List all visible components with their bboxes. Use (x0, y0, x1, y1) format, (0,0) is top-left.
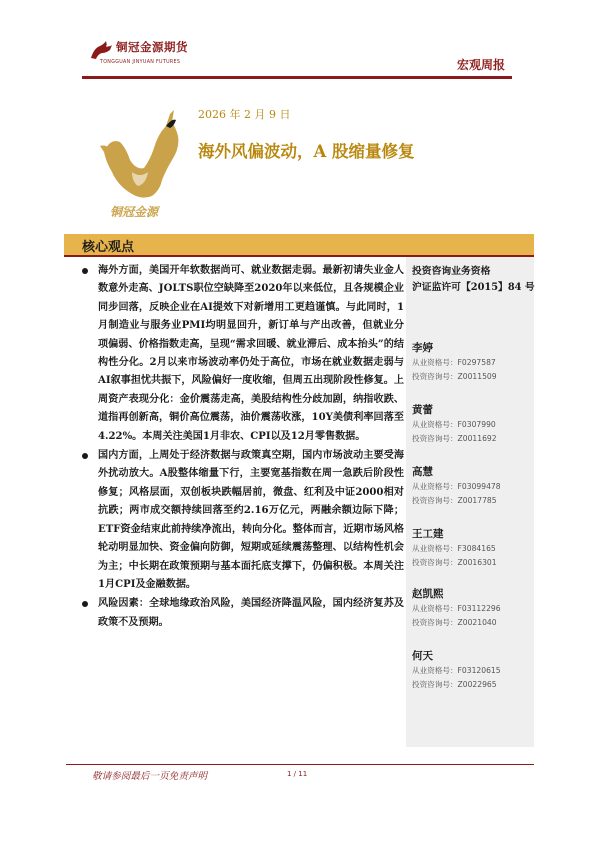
section-banner (64, 234, 534, 255)
header-divider (82, 76, 512, 79)
bullet-dot-icon (82, 601, 88, 607)
practice-license: 从业资格号：F0307990 (412, 420, 496, 429)
page-number: 1 / 11 (287, 770, 308, 778)
brand-name-cn: 铜冠金源期货 (116, 40, 188, 54)
report-date: 2026 年 2 月 9 日 (198, 108, 291, 121)
advisory-license: 投资咨询号：Z0011692 (412, 433, 497, 443)
analyst-name: 李婷 (412, 342, 433, 354)
bullet-overseas (76, 262, 404, 446)
analyst-card (412, 340, 532, 383)
analyst-card (412, 586, 532, 629)
disclaimer-note: 敬请参阅最后一页免责声明 (92, 771, 208, 782)
core-views-body (76, 262, 404, 633)
advisory-license: 投资咨询号：Z0017785 (412, 495, 497, 505)
report-title: 海外风偏波动，A 股缩量修复 (198, 142, 415, 161)
practice-license: 从业资格号：F03120615 (412, 666, 501, 675)
report-type-label: 宏观周报 (456, 58, 505, 72)
bullet-domestic (76, 447, 404, 594)
qualification-line: 投资咨询业务资格 (412, 266, 491, 277)
license-line: 沪证监许可【2015】84 号 (412, 282, 535, 293)
bullet-text: 风险因素：全球地缘政治风险，美国经济降温风险，国内经济复苏及政策不及预期。 (98, 598, 404, 628)
analyst-card (412, 402, 532, 445)
advisory-license: 投资咨询号：Z0011509 (412, 371, 497, 381)
analyst-name: 王工建 (412, 528, 444, 540)
bullet-dot-icon (82, 453, 88, 459)
company-logo-icon (88, 40, 114, 62)
advisory-license: 投资咨询号：Z0016301 (412, 557, 497, 567)
section-title: 核心观点 (82, 240, 135, 255)
practice-license: 从业资格号：F03112296 (412, 604, 501, 613)
analyst-name: 赵凯熙 (412, 588, 444, 600)
practice-license: 从业资格号：F03099478 (412, 482, 501, 491)
analyst-card (412, 526, 532, 569)
advisory-license: 投资咨询号：Z0021040 (412, 617, 497, 627)
qualification-info (412, 264, 535, 296)
advisory-license: 投资咨询号：Z0022965 (412, 679, 497, 689)
analyst-card (412, 648, 532, 691)
bull-emblem-icon (96, 108, 192, 220)
analyst-name: 高慧 (412, 466, 433, 478)
bullet-dot-icon (82, 268, 88, 274)
bullet-risk (76, 595, 404, 632)
analyst-name: 黄蕾 (412, 404, 433, 416)
brand-name-en: TONGGUAN JINYUAN FUTURES (100, 60, 181, 65)
analyst-card (412, 464, 532, 507)
bullet-text: 国内方面，上周处于经济数据与政策真空期，国内市场波动主要受海外扰动放大。A股整体缩量下行，主要宽基指数在周一急跌后阶段性修复；风格层面，双创板块跌幅居前，微盘、红利及中证2000相对抗跌；两市成交额持续回落至约2.16万亿元，两融余额边际下降；ETF资金结束此前持续净流出，转向分化。整体而言，近期市场风格轮动明显加快、资金偏向防御，短期或延续震荡整理、以结构性机会为主；中长期在政策预期与基本面托底支撑下，仍偏积极。本周关注1月CPI及金融数据。 (98, 450, 404, 590)
bullet-text: 海外方面，美国开年软数据尚可、就业数据走弱。最新初请失业金人数意外走高、JOLTS职位空缺降至2020年以来低位，且各规模企业同步回落，反映企业在AI提效下对新增用工更趋谨慎。与此同时，1月制造业与服务业PMI均明显回升，新订单与产出改善，但就业分项偏弱、价格指数走高，呈现“需求回暖、就业滞后、成本抬头”的结构性分化。2月以来市场波动率仍处于高位，市场在就业数据走弱与AI叙事担忧共振下，风险偏好一度收缩，但周五出现阶段性修复。上周资产表现分化：金价震荡走高，美股结构性分歧加剧，纳指收跌、道指再创新高，铜价高位震荡，油价震荡收涨，10Y美债利率回落至4.22%。本周关注美国1月非农、CPI以及12月零售数据。 (98, 265, 404, 442)
analyst-name: 何天 (412, 650, 433, 662)
footer-divider (66, 764, 534, 765)
practice-license: 从业资格号：F0297587 (412, 358, 496, 367)
practice-license: 从业资格号：F3084165 (412, 544, 496, 553)
page-header (0, 0, 595, 80)
emblem-caption: 铜冠金源 (110, 205, 159, 219)
